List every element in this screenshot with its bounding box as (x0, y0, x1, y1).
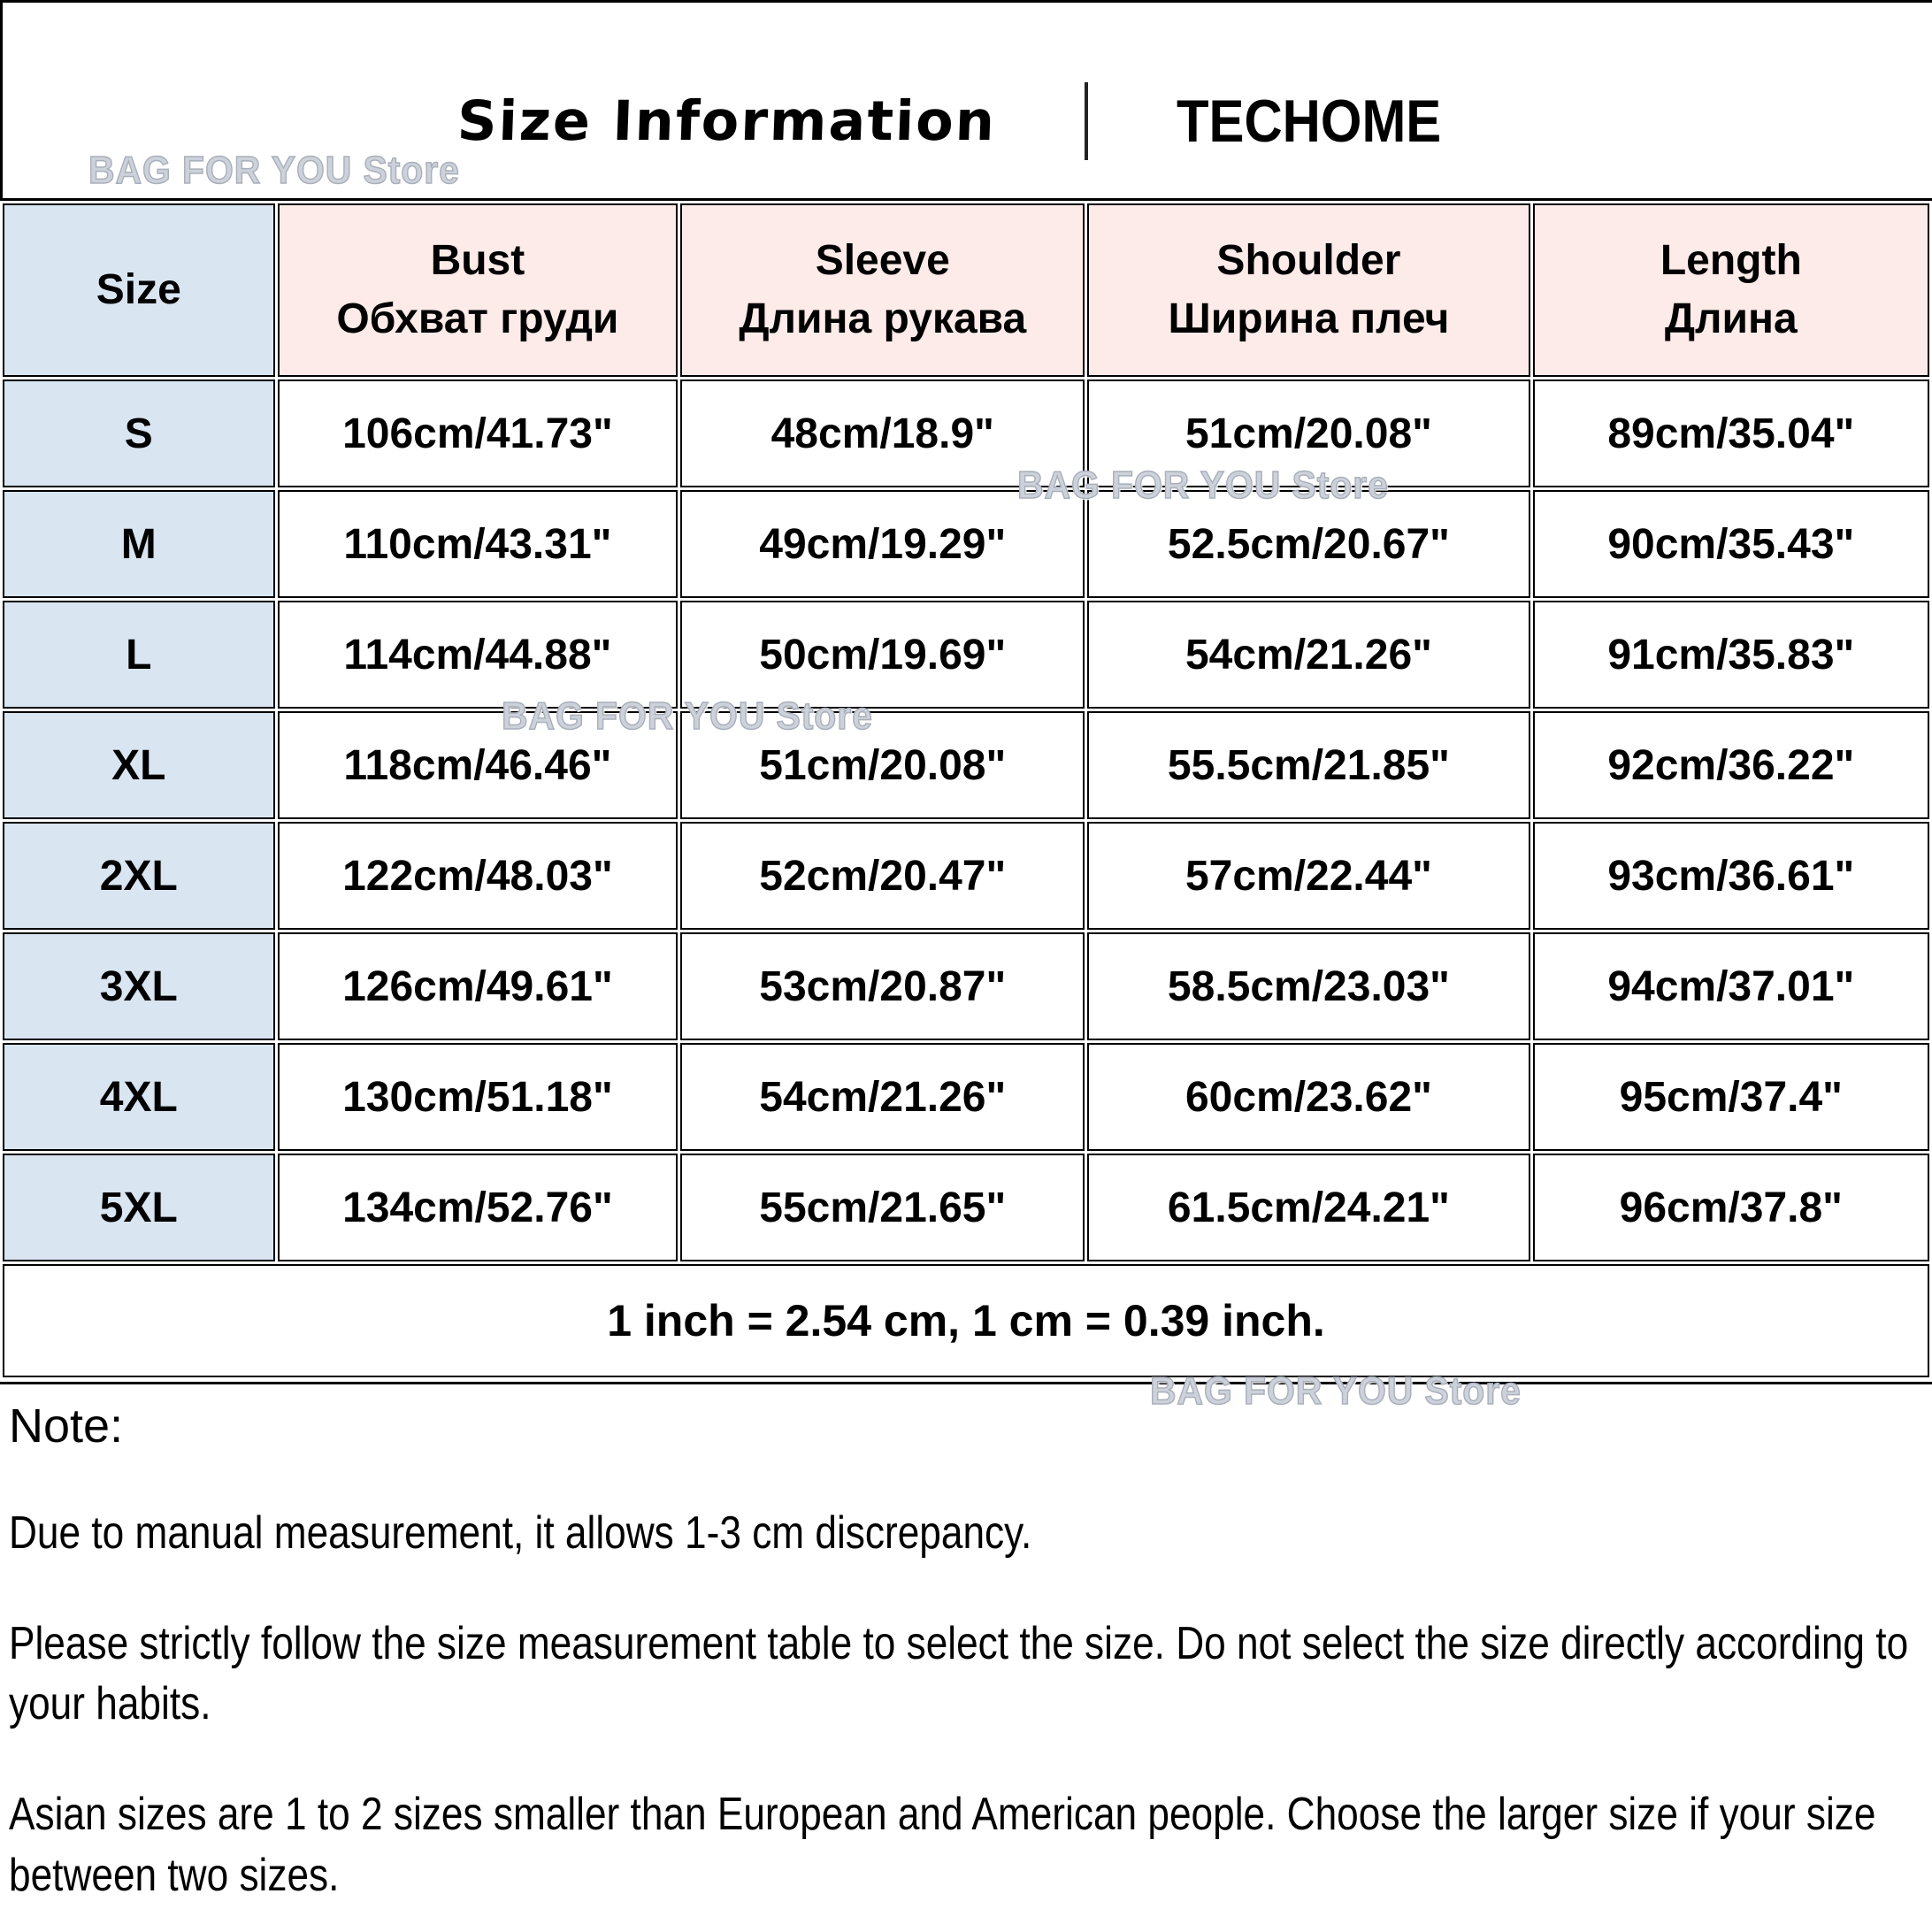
size-cell: 4XL (3, 1043, 275, 1151)
notes-section (0, 1384, 1932, 1905)
length-cell: 92cm/36.22" (1533, 711, 1929, 819)
shoulder-cell: 58.5cm/23.03" (1087, 932, 1530, 1040)
conversion-note: 1 inch = 2.54 cm, 1 cm = 0.39 inch. (3, 1264, 1929, 1377)
column-header-label-ru: Обхват груди (336, 295, 619, 342)
column-header-bust (278, 203, 678, 377)
sleeve-cell: 51cm/20.08" (680, 711, 1085, 819)
page-title: Size Information (456, 88, 998, 153)
brand-name: TECHOME (1177, 87, 1442, 155)
note-asian-sizes: Asian sizes are 1 to 2 sizes smaller than European and American people. Choose the larger size if your size between two sizes. (9, 1788, 1876, 1901)
length-cell: 95cm/37.4" (1533, 1043, 1929, 1151)
title-band (0, 0, 1932, 201)
column-header-label-en: Sleeve (815, 236, 950, 284)
table-row-xl (3, 711, 1929, 819)
bust-cell: 122cm/48.03" (278, 822, 678, 930)
column-header-label-ru: Длина рукава (739, 295, 1027, 342)
length-cell: 91cm/35.83" (1533, 601, 1929, 709)
table-header-row (3, 203, 1929, 377)
size-cell: 5XL (3, 1154, 275, 1261)
shoulder-cell: 51cm/20.08" (1087, 380, 1530, 487)
bust-cell: 106cm/41.73" (278, 380, 678, 487)
table-row-2xl (3, 822, 1929, 930)
bust-cell: 114cm/44.88" (278, 601, 678, 709)
note-measurement-discrepancy: Due to manual measurement, it allows 1-3 cm discrepancy. (9, 1507, 1032, 1559)
title-separator (1085, 82, 1088, 160)
shoulder-cell: 57cm/22.44" (1087, 822, 1530, 930)
column-header-shoulder (1087, 203, 1530, 377)
table-row-4xl (3, 1043, 1929, 1151)
size-cell: L (3, 601, 275, 709)
column-header-label-en: Bust (430, 236, 525, 284)
shoulder-cell: 52.5cm/20.67" (1087, 490, 1530, 598)
store-watermark: BAG FOR YOU Store (1150, 1369, 1522, 1413)
sleeve-cell: 49cm/19.29" (680, 490, 1085, 598)
shoulder-cell: 60cm/23.62" (1087, 1043, 1530, 1151)
store-watermark: BAG FOR YOU Store (1017, 464, 1389, 507)
table-row-s (3, 380, 1929, 487)
column-header-sleeve (680, 203, 1085, 377)
size-cell: 2XL (3, 822, 275, 930)
note-label: Note: (9, 1399, 124, 1453)
size-cell: M (3, 490, 275, 598)
column-header-label-en: Length (1660, 236, 1802, 284)
store-watermark: BAG FOR YOU Store (88, 149, 460, 192)
column-header-length (1533, 203, 1929, 377)
length-cell: 96cm/37.8" (1533, 1154, 1929, 1261)
column-header-size (3, 203, 275, 377)
bust-cell: 126cm/49.61" (278, 932, 678, 1040)
size-cell: S (3, 380, 275, 487)
sleeve-cell: 50cm/19.69" (680, 601, 1085, 709)
table-row-3xl (3, 932, 1929, 1040)
sleeve-cell: 48cm/18.9" (680, 380, 1085, 487)
length-cell: 89cm/35.04" (1533, 380, 1929, 487)
sleeve-cell: 54cm/21.26" (680, 1043, 1085, 1151)
size-cell: XL (3, 711, 275, 819)
sleeve-cell: 53cm/20.87" (680, 932, 1085, 1040)
table-row-l (3, 601, 1929, 709)
size-table (0, 201, 1932, 1380)
table-row-m (3, 490, 1929, 598)
sleeve-cell: 55cm/21.65" (680, 1154, 1085, 1261)
store-watermark: BAG FOR YOU Store (502, 694, 873, 738)
shoulder-cell: 61.5cm/24.21" (1087, 1154, 1530, 1261)
bust-cell: 118cm/46.46" (278, 711, 678, 819)
length-cell: 90cm/35.43" (1533, 490, 1929, 598)
column-header-label-ru: Ширина плеч (1168, 295, 1450, 342)
conversion-row (3, 1264, 1929, 1377)
note-follow-size-table: Please strictly follow the size measurement table to select the size. Do not select the size directly according to your habits. (9, 1617, 1909, 1730)
column-header-label-ru: Длина (1664, 295, 1798, 342)
table-row-5xl (3, 1154, 1929, 1261)
column-header-label-en: Shoulder (1216, 236, 1401, 284)
shoulder-cell: 54cm/21.26" (1087, 601, 1530, 709)
bust-cell: 110cm/43.31" (278, 490, 678, 598)
sleeve-cell: 52cm/20.47" (680, 822, 1085, 930)
column-header-label: Size (96, 265, 181, 313)
bust-cell: 130cm/51.18" (278, 1043, 678, 1151)
length-cell: 94cm/37.01" (1533, 932, 1929, 1040)
bust-cell: 134cm/52.76" (278, 1154, 678, 1261)
size-cell: 3XL (3, 932, 275, 1040)
length-cell: 93cm/36.61" (1533, 822, 1929, 930)
shoulder-cell: 55.5cm/21.85" (1087, 711, 1530, 819)
